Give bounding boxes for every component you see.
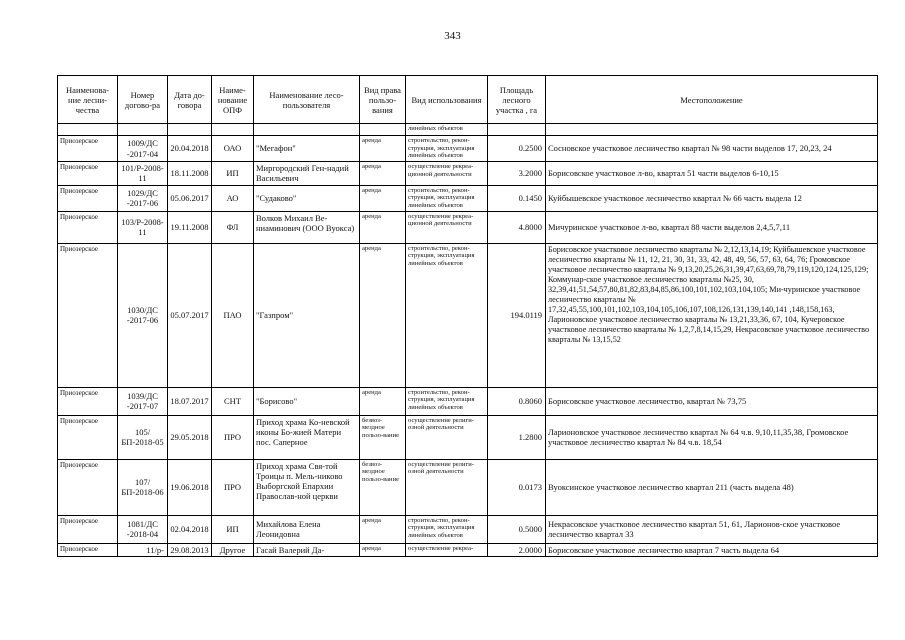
- cell-vid-prava: аренда: [360, 543, 406, 556]
- cell-lesnichestvo: Приозерское: [58, 162, 118, 186]
- cell-vid-ispolzovaniya: линейных объектов: [406, 124, 488, 136]
- cell-mesto: Борисовское участковое л-во, квартал 51 части выделов 6-10,15: [546, 162, 878, 186]
- cell-vid-prava: аренда: [360, 243, 406, 387]
- table-row: [58, 543, 878, 556]
- cell-opf: Другое: [212, 543, 254, 556]
- cell-vid-prava: аренда: [360, 185, 406, 211]
- cell-lesnichestvo: Приозерское: [58, 515, 118, 543]
- cell-opf: ФЛ: [212, 211, 254, 243]
- cell-nomer: 1039/ДС -2017-07: [118, 387, 168, 415]
- cell-nomer: 11/р-: [118, 543, 168, 556]
- cell-polzovatel: "Мегафон": [254, 136, 360, 162]
- cell-polzovatel: Приход храма Ко-невской иконы Бо-жией Матери пос. Саперное: [254, 415, 360, 459]
- cell-ploshchad: 0.5000: [488, 515, 546, 543]
- cell-polzovatel: "Газпром": [254, 243, 360, 387]
- header-mesto: Местоположение: [546, 76, 878, 124]
- cell-opf: СНТ: [212, 387, 254, 415]
- cell-data: 02.04.2018: [168, 515, 212, 543]
- table-row: [58, 185, 878, 211]
- header-lesnichestvo: Наименова-ние лесни-чества: [58, 76, 118, 124]
- cell-nomer: 101/Р-2008-11: [118, 162, 168, 186]
- cell-nomer: 1081/ДС -2018-04: [118, 515, 168, 543]
- header-opf: Наиме-нование ОПФ: [212, 76, 254, 124]
- cell-ploshchad: 0.2500: [488, 136, 546, 162]
- table-row: [58, 415, 878, 459]
- cell-polzovatel: "Борисово": [254, 387, 360, 415]
- cell-mesto: Мичуринское участковое л-во, квартал 88 части выделов 2,4,5,7,11: [546, 211, 878, 243]
- header-row: [58, 76, 878, 124]
- cell-opf: ИП: [212, 162, 254, 186]
- cell-nomer: 1029/ДС -2017-06: [118, 185, 168, 211]
- cell-nomer: 1030/ДС -2017-06: [118, 243, 168, 387]
- cell-opf: ПРО: [212, 459, 254, 515]
- cell-polzovatel: Михайлова Елена Леонидовна: [254, 515, 360, 543]
- cell-opf: ПРО: [212, 415, 254, 459]
- cell-data: 05.07.2017: [168, 243, 212, 387]
- cell-data: 19.11.2008: [168, 211, 212, 243]
- cell-ploshchad: 3.2000: [488, 162, 546, 186]
- cell-vid-prava: аренда: [360, 211, 406, 243]
- table-row: [58, 243, 878, 387]
- cell-mesto: Вуоксинское участковое лесничество квартал 211 (часть выдела 48): [546, 459, 878, 515]
- cell-lesnichestvo: Приозерское: [58, 459, 118, 515]
- cell-polzovatel: Волков Михаил Ве-ниаминович (ООО Вуокса): [254, 211, 360, 243]
- cell-vid-ispolzovaniya: строительство, рекон-струкция, эксплуатация линейных объектов: [406, 185, 488, 211]
- cell-vid-prava: аренда: [360, 162, 406, 186]
- cell-vid-prava: аренда: [360, 515, 406, 543]
- lease-table: [57, 75, 878, 557]
- cell-ploshchad: 194.0119: [488, 243, 546, 387]
- cell-opf: ПАО: [212, 243, 254, 387]
- header-data: Дата до-говора: [168, 76, 212, 124]
- table-row: [58, 515, 878, 543]
- table-row: [58, 459, 878, 515]
- page-number: 343: [444, 30, 461, 42]
- cell-ploshchad: 0.8060: [488, 387, 546, 415]
- cell-vid-prava: безвоз-мездное пользо-вание: [360, 459, 406, 515]
- cell-nomer: 1009/ДС -2017-04: [118, 136, 168, 162]
- cell-vid-ispolzovaniya: осуществление религи-озной деятельности: [406, 415, 488, 459]
- cell-lesnichestvo: Приозерское: [58, 211, 118, 243]
- cell-data: 29.08.2013: [168, 543, 212, 556]
- cell-vid-ispolzovaniya: строительство, рекон-струкция, эксплуатация линейных объектов: [406, 243, 488, 387]
- header-polzovatel: Наименование лесо-пользователя: [254, 76, 360, 124]
- cell-polzovatel: Приход храма Свя-той Троицы п. Мель-никово Выборгской Епархии Православ-ной церкви: [254, 459, 360, 515]
- cell-vid-ispolzovaniya: строительство, рекон-струкция, эксплуатация линейных объектов: [406, 136, 488, 162]
- cell-data: 19.06.2018: [168, 459, 212, 515]
- cell-mesto: Ларионовское участковое лесничество квартал № 64 ч.в. 9,10,11,35,38, Громовское участковое лесничество квартал № 84 ч.в. 18,54: [546, 415, 878, 459]
- table-row: [58, 387, 878, 415]
- cell-lesnichestvo: Приозерское: [58, 415, 118, 459]
- cell-vid-ispolzovaniya: осуществление рекреа-ционной деятельности: [406, 211, 488, 243]
- cell-lesnichestvo: Приозерское: [58, 185, 118, 211]
- cell-nomer: 103/Р-2008-11: [118, 211, 168, 243]
- continuation-row: [58, 124, 878, 136]
- header-vid-ispolzovaniya: Вид использования: [406, 76, 488, 124]
- cell-lesnichestvo: Приозерское: [58, 243, 118, 387]
- cell-ploshchad: 0.1450: [488, 185, 546, 211]
- cell-data: 18.07.2017: [168, 387, 212, 415]
- cell-mesto: Сосновское участковое лесничество квартал № 98 части выделов 17, 20,23, 24: [546, 136, 878, 162]
- cell-vid-ispolzovaniya: осуществление рекреа-ционной деятельности: [406, 162, 488, 186]
- cell-ploshchad: 2.0000: [488, 543, 546, 556]
- cell-data: 20.04.2018: [168, 136, 212, 162]
- cell-nomer: 105/БП-2018-05: [118, 415, 168, 459]
- cell-polzovatel: "Судаково": [254, 185, 360, 211]
- cell-vid-prava: аренда: [360, 387, 406, 415]
- cell-vid-ispolzovaniya: осуществление религи-озной деятельности: [406, 459, 488, 515]
- cell-polzovatel: Гасай Валерий Да-: [254, 543, 360, 556]
- cell-polzovatel: Миргородский Ген-надий Васильевич: [254, 162, 360, 186]
- cell-opf: ОАО: [212, 136, 254, 162]
- cell-lesnichestvo: Приозерское: [58, 136, 118, 162]
- cell-ploshchad: 1.2800: [488, 415, 546, 459]
- cell-data: 18.11.2008: [168, 162, 212, 186]
- cell-ploshchad: 0.0173: [488, 459, 546, 515]
- table-row: [58, 136, 878, 162]
- cell-mesto: Куйбышевское участковое лесничество квартал № 66 часть выдела 12: [546, 185, 878, 211]
- cell-nomer: 107/БП-2018-06: [118, 459, 168, 515]
- table-row: [58, 162, 878, 186]
- cell-opf: АО: [212, 185, 254, 211]
- cell-lesnichestvo: Приозерское: [58, 543, 118, 556]
- cell-mesto: Борисовское участковое лесничество, квартал № 73,75: [546, 387, 878, 415]
- header-nomer: Номер догово-ра: [118, 76, 168, 124]
- cell-mesto: Некрасовское участковое лесничество квартал 51, 61, Ларионов-ское участковое лесничество квартал 33: [546, 515, 878, 543]
- cell-vid-prava: безвоз-мездное пользо-вание: [360, 415, 406, 459]
- header-ploshchad: Площадь лесного участка , га: [488, 76, 546, 124]
- cell-mesto: Борисовское участковое лесничество квартал 7 часть выдела 64: [546, 543, 878, 556]
- cell-data: 29.05.2018: [168, 415, 212, 459]
- cell-vid-ispolzovaniya: строительство, рекон-струкция, эксплуатация линейных объектов: [406, 387, 488, 415]
- cell-mesto: Борисовское участковое лесничество кварталы № 2,12,13,14,19; Куйбышевское участковое лесничество кварталы № 11, 12, 21, 30, 31, 33, 42, 48, 49, 56, 57, 63, 64, 76; Громовское участковое лесничество кварталы № 9,13,20,25,26,31,39,47,63,69,78,79,119,120,124,125,129; Коммунар-ское участковое лесничество кварталы №25, 30, 32,39,41,51,54,57,80,81,82,83,84,85,86,100,101,102,103,104,105; Ми-чуринское участковое лесничество кварталы № 17,32,45,55,100,101,102,103,104,105,106,107,108,126,131,139,140,141 ,148,158,163, Ларионовское участковое лесничество кварталы № 13,21,33,36, 67, 104, Кучеровское участковое лесничество кварталы № 1,2,7,8,14,15,29, Некрасовское участковое лесничество кварталы № 13,15,52: [546, 243, 878, 387]
- table-row: [58, 211, 878, 243]
- cell-ploshchad: 4.8000: [488, 211, 546, 243]
- cell-vid-prava: аренда: [360, 136, 406, 162]
- cell-lesnichestvo: Приозерское: [58, 387, 118, 415]
- cell-vid-ispolzovaniya: строительство, рекон-струкция, эксплуатация линейных объектов: [406, 515, 488, 543]
- cell-opf: ИП: [212, 515, 254, 543]
- cell-data: 05.06.2017: [168, 185, 212, 211]
- header-vid-prava: Вид права пользо-вания: [360, 76, 406, 124]
- cell-vid-ispolzovaniya: осуществление рекреа-: [406, 543, 488, 556]
